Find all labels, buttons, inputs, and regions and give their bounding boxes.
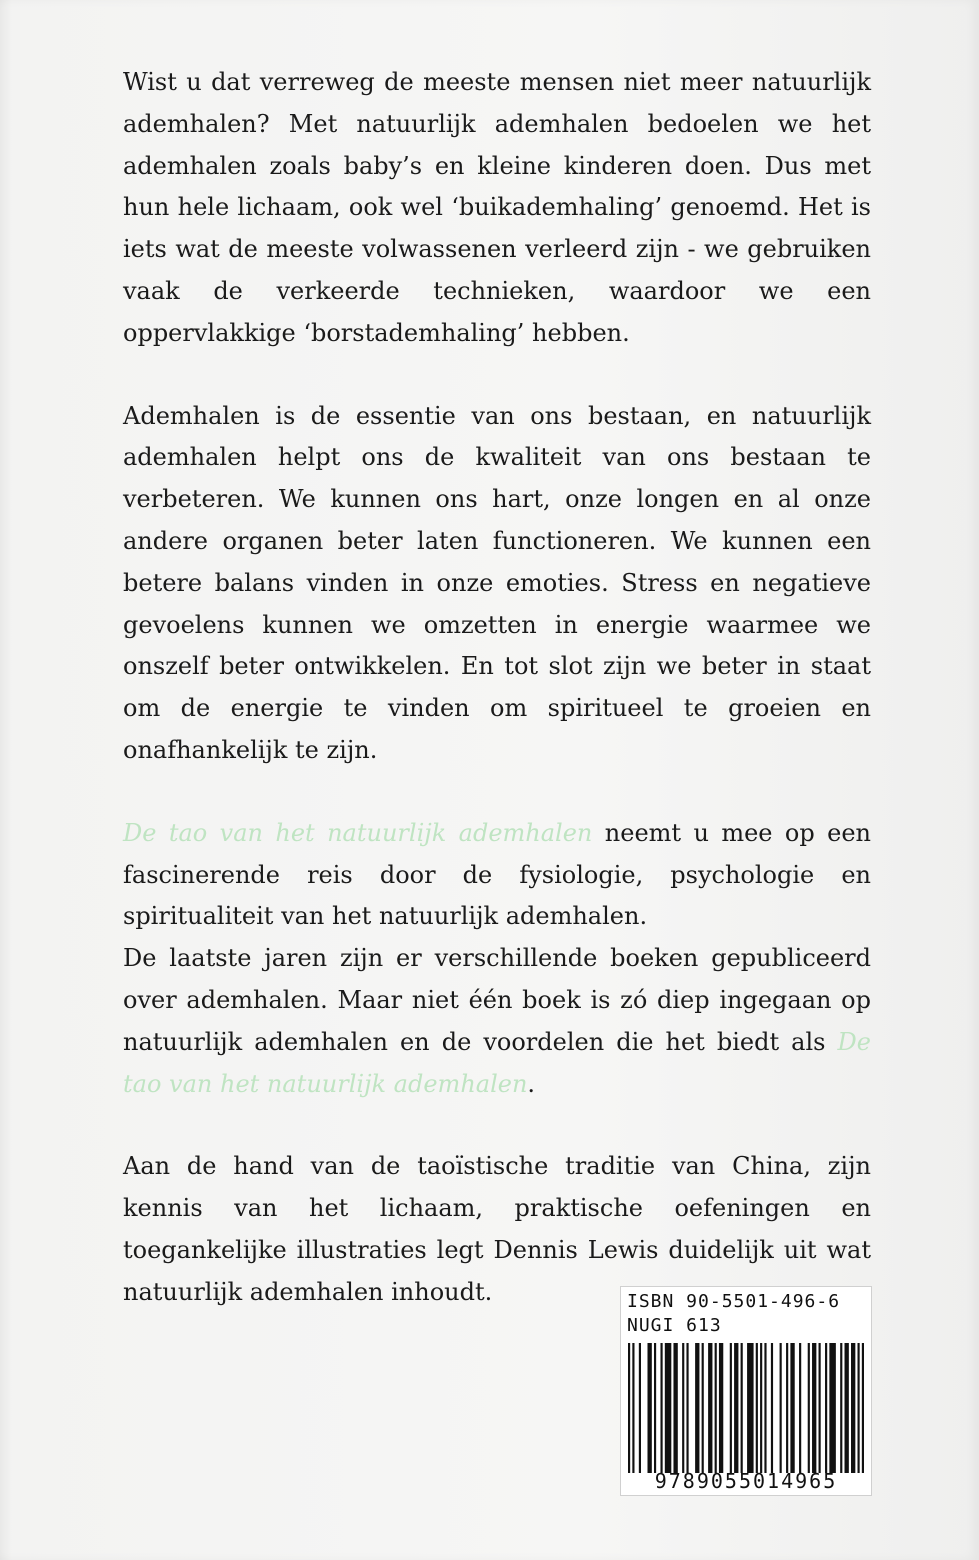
barcode-bar — [682, 1343, 684, 1473]
barcode-bar — [840, 1343, 842, 1473]
barcode-bars — [628, 1343, 864, 1473]
barcode-bar — [660, 1343, 662, 1473]
barcode-bar — [825, 1343, 827, 1473]
barcode-bar — [845, 1343, 849, 1473]
blurb-text — [123, 62, 871, 1314]
barcode-bar — [702, 1343, 704, 1473]
barcode-bar — [741, 1343, 743, 1473]
barcode-bar — [819, 1343, 821, 1473]
barcode-bar — [628, 1343, 630, 1473]
barcode-bar — [654, 1343, 656, 1473]
barcode-bar — [786, 1343, 788, 1473]
barcode-bar — [756, 1343, 758, 1473]
barcode-bar — [764, 1343, 766, 1473]
barcode-bar — [799, 1343, 801, 1473]
blurb-paragraph-3-text: neemt u mee op een fascinerende reis door de fysiologie, psychologie en spiritualiteit van het natuurlijk ademhalen. — [123, 818, 871, 931]
nugi-text: NUGI 613 — [627, 1315, 722, 1336]
barcode-bar — [695, 1343, 699, 1473]
blurb-paragraph-4 — [123, 938, 871, 1105]
barcode-bar — [730, 1343, 732, 1473]
barcode-bar — [858, 1343, 860, 1473]
blurb-paragraph-2: Ademhalen is de essentie van ons bestaan, en natuurlijk ademhalen helpt ons de kwaliteit van ons bestaan te verbeteren. We kunnen ons hart, onze longen en al onze andere organen beter laten functioneren. We kunnen een betere balans vinden in onze emoties. Stress en negatieve gevoelens kunnen we omzetten in energie waarmee we onszelf beter ontwikkelen. En tot slot zijn we beter in staat om de energie te vinden om spiritueel te groeien en onafhankelijk te zijn. — [123, 401, 871, 764]
blurb-paragraph-4-end: . — [527, 1069, 536, 1098]
barcode-bar — [734, 1343, 738, 1473]
barcode-bar — [708, 1343, 712, 1473]
barcode-bar — [719, 1343, 723, 1473]
barcode-bar — [790, 1343, 794, 1473]
barcode-number: 9789055014965 — [654, 1469, 838, 1493]
barcode-label — [620, 1286, 872, 1496]
barcode-bar — [808, 1343, 810, 1473]
barcode-bar — [686, 1343, 688, 1473]
barcode-bar — [851, 1343, 855, 1473]
book-title-reference: De tao van het natuurlijk ademhalen — [123, 818, 593, 847]
barcode-bar — [747, 1343, 754, 1473]
barcode-bar — [639, 1343, 641, 1473]
barcode-bar — [673, 1343, 677, 1473]
barcode-bar — [760, 1343, 762, 1473]
barcode-bar — [780, 1343, 782, 1473]
barcode-bar — [771, 1343, 773, 1473]
barcode-bar — [715, 1343, 717, 1473]
isbn-text: ISBN 90-5501-496-6 — [627, 1291, 841, 1312]
blurb-paragraph-5: Aan de hand van de taoïstische traditie van China, zijn kennis van het lichaam, praktische oefeningen en toegankelijke illustraties legt Dennis Lewis duidelijk uit wat natuurlijk ademhalen inhoudt. — [123, 1152, 871, 1306]
barcode-bar — [829, 1343, 836, 1473]
barcode-bar — [632, 1343, 634, 1473]
barcode-bar — [862, 1343, 864, 1473]
blurb-paragraph-3 — [123, 813, 871, 938]
blurb-paragraph-1: Wist u dat verreweg de meeste mensen niet meer natuurlijk ademhalen? Met natuurlijk ademhalen bedoelen we het ademhalen zoals baby’s en kleine kinderen doen. Dus met hun hele lichaam, ook wel ‘buikademhaling’ genoemd. Het is iets wat de meeste volwassenen verleerd zijn - we gebruiken vaak de verkeerde technieken, waardoor we een oppervlakkige ‘borstademhaling’ hebben. — [123, 68, 871, 347]
book-title-reference: De tao van het natuurlijk ademhalen — [123, 1027, 871, 1098]
barcode-bar — [647, 1343, 651, 1473]
barcode-bar — [665, 1343, 672, 1473]
barcode-bar — [812, 1343, 816, 1473]
blurb-paragraph-4-text: De laatste jaren zijn er verschillende boeken gepubliceerd over ademhalen. Maar niet één boek is zó diep ingegaan op natuurlijk ademhalen en de voordelen die het biedt als — [123, 944, 871, 1056]
